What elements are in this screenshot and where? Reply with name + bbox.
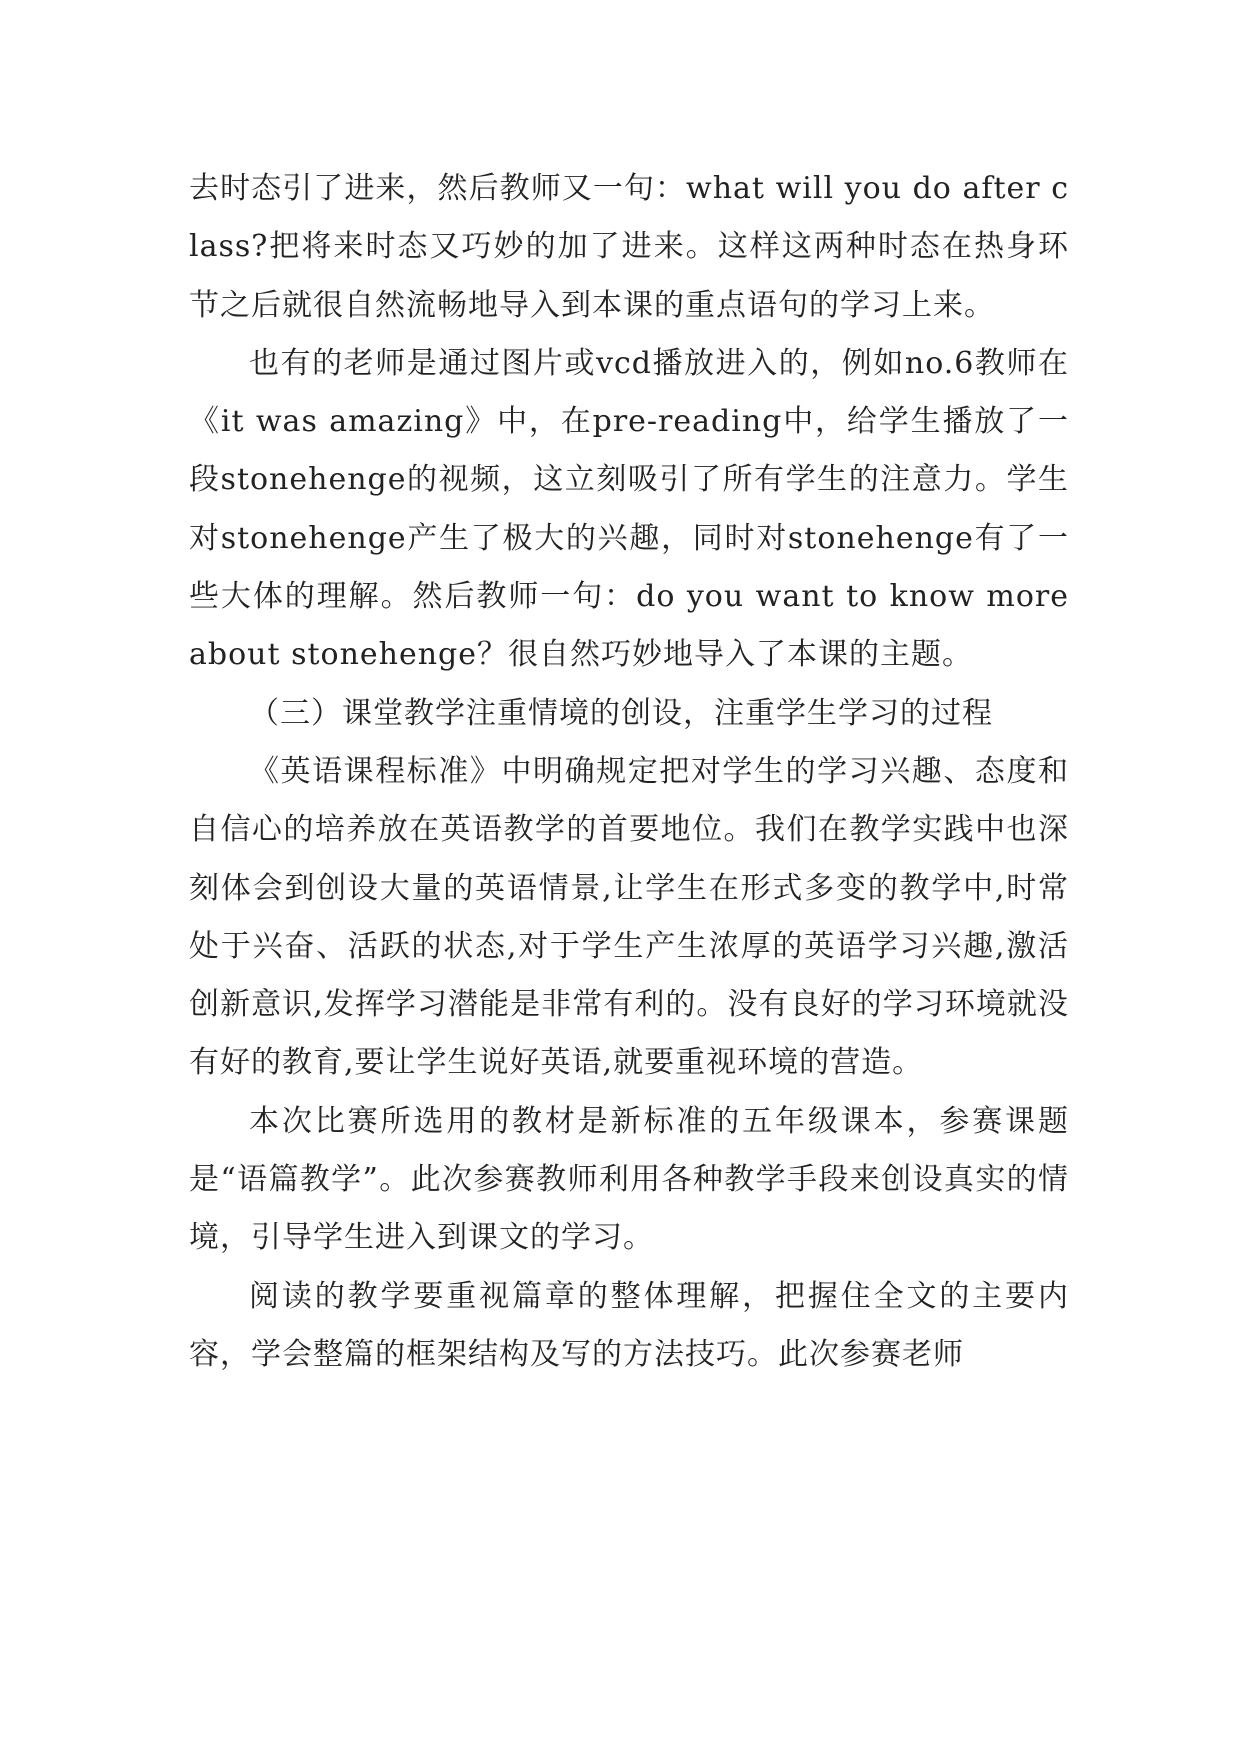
body-text [189,160,1069,1384]
paragraph-competition-textbook: 本次比赛所选用的教材是新标准的五年级课本，参赛课题是“语篇教学”。此次参赛教师利用各种教学手段来创设真实的情境，引导学生进入到课文的学习。 [189,1103,1069,1256]
paragraph-continuation: 去时态引了进来，然后教师又一句：what will you do after class?把将来时态又巧妙的加了进来。这样这两种时态在热身环节之后就很自然流畅地导入到本课的重点语句的学习上来。 [189,171,1069,323]
paragraph-reading-teaching: 阅读的教学要重视篇章的整体理解，把握住全文的主要内容，学会整篇的框架结构及写的方法技巧。此次参赛老师 [189,1278,1069,1372]
section-heading-3: （三）课堂教学注重情境的创设，注重学生学习的过程 [249,695,993,731]
paragraph-vcd-intro: 也有的老师是通过图片或vcd播放进入的，例如no.6教师在《it was amazing》中，在pre-reading中，给学生播放了一段stonehenge的视频，这立刻吸引了所有学生的注意力。学生对stonehenge产生了极大的兴趣，同时对stonehenge有了一些大体的理解。然后教师一句：do you want to know more about stonehenge？很自然巧妙地导入了本课的主题。 [189,345,1069,673]
paragraph-curriculum-standard: 《英语课程标准》中明确规定把对学生的学习兴趣、态度和自信心的培养放在英语教学的首要地位。我们在教学实践中也深刻体会到创设大量的英语情景,让学生在形式多变的教学中,时常处于兴奋、活跃的状态,对于学生产生浓厚的英语学习兴趣,激活创新意识,发挥学习潜能是非常有利的。没有良好的学习环境就没有好的教育,要让学生说好英语,就要重视环境的营造。 [189,753,1069,1081]
